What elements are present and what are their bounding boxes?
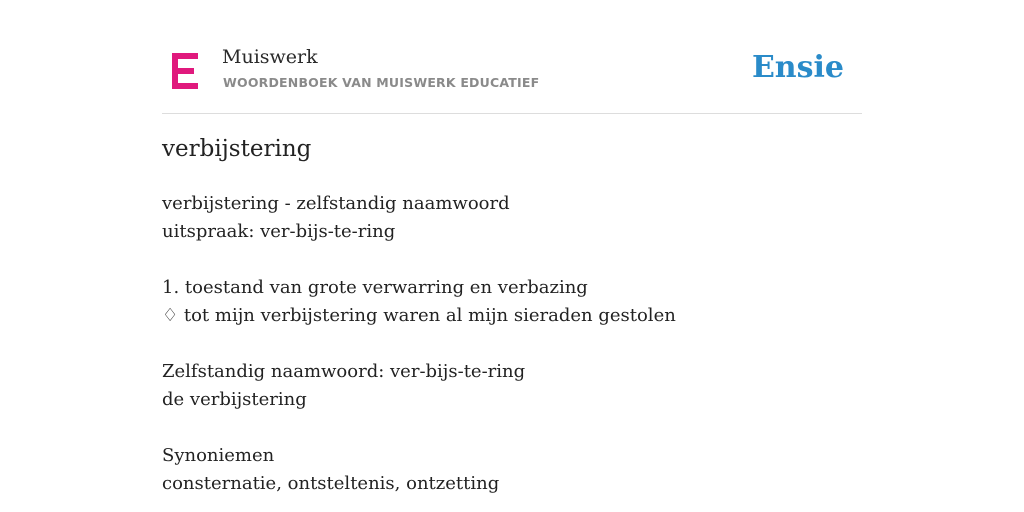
synonyms-label: Synoniemen — [162, 445, 275, 466]
brand-subtitle: WOORDENBOEK VAN MUISWERK EDUCATIEF — [223, 75, 540, 90]
noun-article: de verbijstering — [162, 389, 307, 410]
noun-info: Zelfstandig naamwoord: ver-bijs-te-ring — [162, 361, 526, 382]
pronunciation: uitspraak: ver-bijs-te-ring — [162, 221, 396, 242]
site-header — [162, 40, 862, 114]
example-1: ♢ tot mijn verbijstering waren al mijn sieraden gestolen — [162, 305, 676, 326]
synonyms-list: consternatie, ontsteltenis, ontzetting — [162, 473, 500, 494]
meaning-1: 1. toestand van grote verwarring en verbazing — [162, 277, 588, 298]
muiswerk-logo-icon[interactable] — [172, 53, 200, 89]
ensie-logo[interactable]: Ensie — [751, 50, 844, 85]
entry-content — [162, 190, 862, 498]
brand-name[interactable]: Muiswerk — [222, 46, 318, 68]
page-title: verbijstering — [162, 136, 312, 162]
definition-header: verbijstering - zelfstandig naamwoord — [162, 193, 510, 214]
